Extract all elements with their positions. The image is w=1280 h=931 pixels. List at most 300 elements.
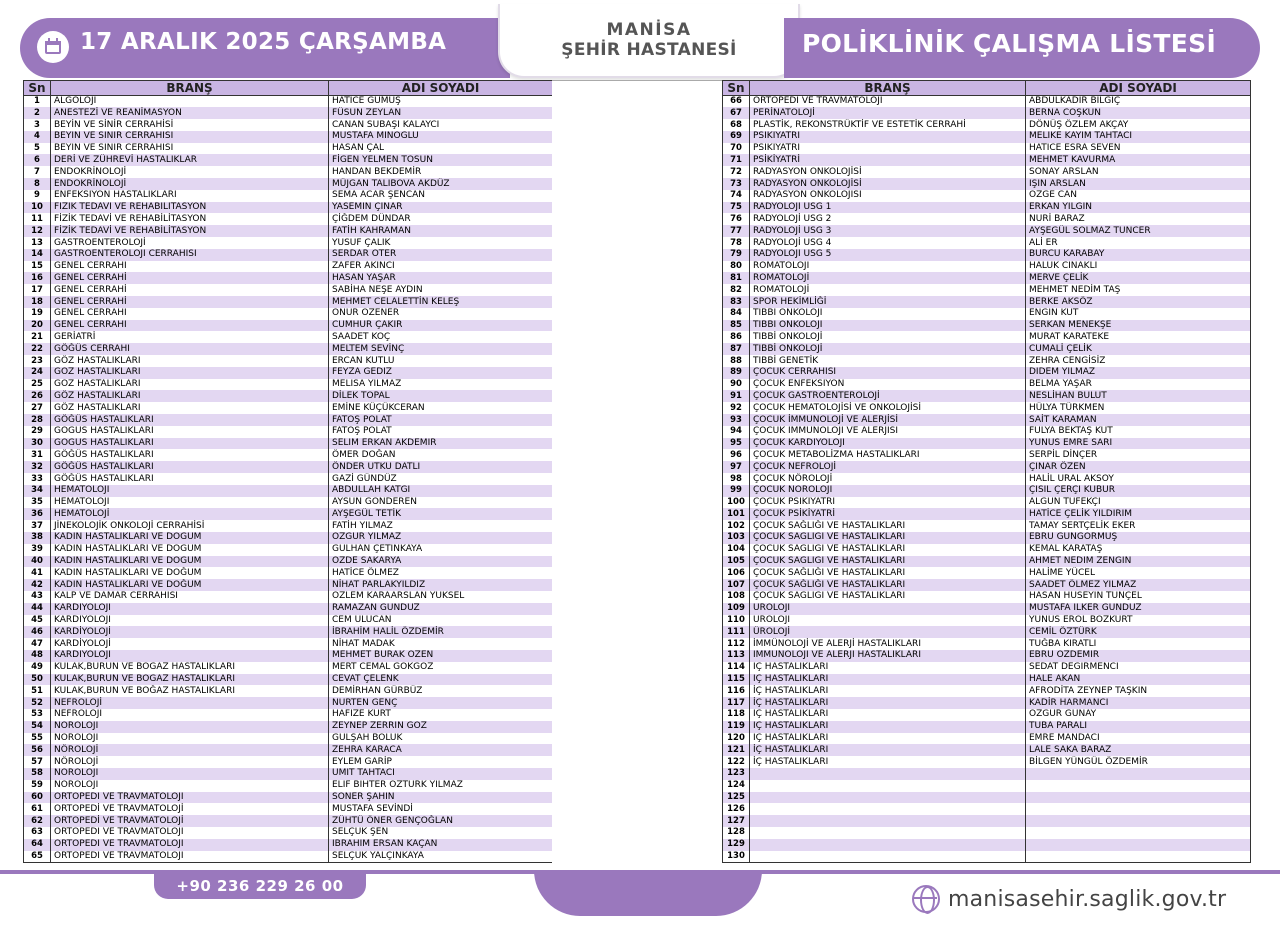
table-row bbox=[24, 697, 553, 709]
doctor-name: EMRE MANDACI bbox=[1026, 733, 1251, 745]
branch-name: ÇOCUK SAĞLIĞI VE HASTALIKLARI bbox=[750, 544, 1026, 556]
table-row bbox=[24, 556, 553, 568]
row-number: 25 bbox=[24, 379, 51, 391]
row-number: 15 bbox=[24, 261, 51, 273]
doctor-name: GÜLHAN ÇETİNKAYA bbox=[329, 544, 553, 556]
branch-name: ÇOCUK HEMATOLOJİSİ VE ONKOLOJİSİ bbox=[750, 402, 1026, 414]
branch-name: ÇOCUK NÖROLOJİ bbox=[750, 485, 1026, 497]
doctor-name: HÜLYA TÜRKMEN bbox=[1026, 402, 1251, 414]
branch-name: KADIN HASTALIKLARI VE DOĞUM bbox=[51, 579, 329, 591]
row-number: 105 bbox=[723, 556, 750, 568]
doctor-name: MELİSA YILMAZ bbox=[329, 379, 553, 391]
row-number: 26 bbox=[24, 390, 51, 402]
row-number: 61 bbox=[24, 803, 51, 815]
branch-name: ALGOLOJİ bbox=[51, 96, 329, 108]
branch-name bbox=[750, 815, 1026, 827]
table-row bbox=[24, 508, 553, 520]
row-number: 122 bbox=[723, 756, 750, 768]
row-number: 121 bbox=[723, 744, 750, 756]
table-row bbox=[24, 674, 553, 686]
doctor-name: SONER ŞAHİN bbox=[329, 792, 553, 804]
table-row bbox=[723, 379, 1251, 391]
table-row bbox=[723, 237, 1251, 249]
doctor-name: AYŞEGÜL TETİK bbox=[329, 508, 553, 520]
table-row bbox=[24, 308, 553, 320]
branch-name: ÇOCUK KARDİYOLOJİ bbox=[750, 438, 1026, 450]
row-number: 46 bbox=[24, 626, 51, 638]
doctor-name: MEHMET BURAK ÖZEN bbox=[329, 650, 553, 662]
branch-name: ÜROLOJİ bbox=[750, 626, 1026, 638]
row-number: 56 bbox=[24, 744, 51, 756]
table-row bbox=[723, 438, 1251, 450]
doctor-name: HAFİZE KURT bbox=[329, 709, 553, 721]
table-row bbox=[24, 190, 553, 202]
branch-name: PERİNATOLOJİ bbox=[750, 107, 1026, 119]
branch-name: ORTOPEDİ VE TRAVMATOLOJİ bbox=[51, 792, 329, 804]
table-row bbox=[24, 367, 553, 379]
table-row bbox=[24, 803, 553, 815]
doctor-name: CUMALİ ÇELİK bbox=[1026, 343, 1251, 355]
doctor-name: AFRODİTA ZEYNEP TAŞKIN bbox=[1026, 685, 1251, 697]
table-row bbox=[24, 638, 553, 650]
row-number: 59 bbox=[24, 780, 51, 792]
row-number: 50 bbox=[24, 674, 51, 686]
branch-name: GENEL CERRAHİ bbox=[51, 272, 329, 284]
doctor-name: YASEMİN ÇINAR bbox=[329, 202, 553, 214]
branch-name: NÖROLOJİ bbox=[51, 780, 329, 792]
doctor-name: SEMA ACAR ŞENCAN bbox=[329, 190, 553, 202]
table-row bbox=[24, 815, 553, 827]
branch-name: KULAK,BURUN VE BOĞAZ HASTALIKLARI bbox=[51, 685, 329, 697]
row-number: 89 bbox=[723, 367, 750, 379]
row-number: 58 bbox=[24, 768, 51, 780]
row-number: 62 bbox=[24, 815, 51, 827]
row-number: 36 bbox=[24, 508, 51, 520]
doctor-name: ALİ ER bbox=[1026, 237, 1251, 249]
doctor-name: SERPİL DİNÇER bbox=[1026, 449, 1251, 461]
doctor-name: AYŞEGÜL SOLMAZ TUNCER bbox=[1026, 225, 1251, 237]
row-number: 128 bbox=[723, 827, 750, 839]
table-row bbox=[723, 756, 1251, 768]
row-number: 91 bbox=[723, 390, 750, 402]
row-number: 103 bbox=[723, 532, 750, 544]
doctor-name bbox=[1026, 827, 1251, 839]
row-number: 101 bbox=[723, 508, 750, 520]
branch-name: HEMATOLOJİ bbox=[51, 497, 329, 509]
branch-name: FİZİK TEDAVİ VE REHABİLİTASYON bbox=[51, 225, 329, 237]
row-number: 80 bbox=[723, 261, 750, 273]
table-row bbox=[24, 379, 553, 391]
table-row bbox=[723, 650, 1251, 662]
doctor-name: DİDEM YILMAZ bbox=[1026, 367, 1251, 379]
doctor-name bbox=[1026, 851, 1251, 863]
doctor-name: NURİ BARAZ bbox=[1026, 213, 1251, 225]
row-number: 12 bbox=[24, 225, 51, 237]
table-row bbox=[24, 249, 553, 261]
table-row bbox=[723, 603, 1251, 615]
branch-name: ÇOCUK SAĞLIĞI VE HASTALIKLARI bbox=[750, 520, 1026, 532]
doctor-name: ERCAN KUTLU bbox=[329, 355, 553, 367]
page-title: POLİKLİNİK ÇALIŞMA LİSTESİ bbox=[802, 29, 1217, 58]
branch-name: KULAK,BURUN VE BOĞAZ HASTALIKLARI bbox=[51, 674, 329, 686]
row-number: 13 bbox=[24, 237, 51, 249]
table-row bbox=[723, 768, 1251, 780]
branch-name: İÇ HASTALIKLARI bbox=[750, 744, 1026, 756]
row-number: 29 bbox=[24, 426, 51, 438]
doctor-name: MURAT KARATEKE bbox=[1026, 331, 1251, 343]
doctor-name: AHMET NEDİM ZENGİN bbox=[1026, 556, 1251, 568]
row-number: 104 bbox=[723, 544, 750, 556]
doctor-name: ABDULLAH KATGI bbox=[329, 485, 553, 497]
doctor-name: ERKAN YILGIN bbox=[1026, 202, 1251, 214]
doctor-name: EMİNE KÜÇÜKCERAN bbox=[329, 402, 553, 414]
branch-name: RADYOLOJİ USG 4 bbox=[750, 237, 1026, 249]
branch-name: İÇ HASTALIKLARI bbox=[750, 756, 1026, 768]
globe-icon bbox=[912, 885, 940, 913]
doctor-name: MERT CEMAL GÖKGÖZ bbox=[329, 662, 553, 674]
table-row bbox=[24, 402, 553, 414]
branch-name: PSİKİYATRİ bbox=[750, 131, 1026, 143]
row-number: 7 bbox=[24, 166, 51, 178]
table-row bbox=[24, 685, 553, 697]
doctor-name: SERKAN MENEKŞE bbox=[1026, 320, 1251, 332]
branch-name: ÇOCUK GASTROENTEROLOJİ bbox=[750, 390, 1026, 402]
branch-name: KULAK,BURUN VE BOĞAZ HASTALIKLARI bbox=[51, 662, 329, 674]
doctor-name: MERVE ÇELİK bbox=[1026, 272, 1251, 284]
table-row bbox=[723, 591, 1251, 603]
branch-name: ÜROLOJİ bbox=[750, 603, 1026, 615]
table-row bbox=[723, 449, 1251, 461]
doctor-name: MUSTAFA İLKER GÜNDÜZ bbox=[1026, 603, 1251, 615]
row-number: 4 bbox=[24, 131, 51, 143]
doctor-name: HATİCE GÜMÜŞ bbox=[329, 96, 553, 108]
branch-name: KARDİYOLOJİ bbox=[51, 638, 329, 650]
table-row bbox=[24, 756, 553, 768]
doctor-name: FATİH KAHRAMAN bbox=[329, 225, 553, 237]
calendar-icon bbox=[37, 31, 69, 63]
table-row bbox=[24, 721, 553, 733]
center-spacer bbox=[552, 80, 722, 870]
column-header-brans: BRANŞ bbox=[51, 81, 329, 96]
branch-name: ORTOPEDİ VE TRAVMATOLOJİ bbox=[51, 803, 329, 815]
row-number: 49 bbox=[24, 662, 51, 674]
row-number: 47 bbox=[24, 638, 51, 650]
table-row bbox=[24, 343, 553, 355]
branch-name: KALP VE DAMAR CERRAHİSİ bbox=[51, 591, 329, 603]
branch-name: NÖROLOJİ bbox=[51, 733, 329, 745]
branch-name: KADIN HASTALIKLARI VE DOĞUM bbox=[51, 532, 329, 544]
table-row bbox=[723, 331, 1251, 343]
branch-name bbox=[750, 851, 1026, 863]
branch-name: NEFROLOJİ bbox=[51, 709, 329, 721]
branch-name: NEFROLOJİ bbox=[51, 697, 329, 709]
branch-name: KARDİYOLOJİ bbox=[51, 615, 329, 627]
doctor-name: GAZİ GÜNDÜZ bbox=[329, 473, 553, 485]
table-row bbox=[723, 426, 1251, 438]
branch-name: ÇOCUK İMMUNOLOJİ VE ALERJİSİ bbox=[750, 426, 1026, 438]
hospital-name-line2: ŞEHİR HASTANESİ bbox=[561, 40, 737, 60]
row-number: 5 bbox=[24, 143, 51, 155]
table-row bbox=[723, 638, 1251, 650]
phone-number: +90 236 229 26 00 bbox=[154, 873, 366, 899]
row-number: 94 bbox=[723, 426, 750, 438]
table-row bbox=[24, 237, 553, 249]
table-row bbox=[24, 497, 553, 509]
doctor-name: ÖZGE CAN bbox=[1026, 190, 1251, 202]
table-row bbox=[24, 768, 553, 780]
row-number: 125 bbox=[723, 792, 750, 804]
doctor-name: MÜJGAN TALIBOVA AKDÜZ bbox=[329, 178, 553, 190]
branch-name: ÇOCUK NÖROLOJİ bbox=[750, 473, 1026, 485]
row-number: 114 bbox=[723, 662, 750, 674]
table-row bbox=[723, 851, 1251, 863]
table-row bbox=[24, 709, 553, 721]
schedule-table-left bbox=[23, 80, 553, 863]
branch-name: NÖROLOJİ bbox=[51, 756, 329, 768]
row-number: 54 bbox=[24, 721, 51, 733]
doctor-name: HASAN ÇAL bbox=[329, 143, 553, 155]
branch-name: TIBBİ ONKOLOJİ bbox=[750, 308, 1026, 320]
row-number: 85 bbox=[723, 320, 750, 332]
website-url[interactable]: manisasehir.saglik.gov.tr bbox=[948, 886, 1227, 912]
row-number: 38 bbox=[24, 532, 51, 544]
table-row bbox=[723, 343, 1251, 355]
branch-name: KARDİYOLOJİ bbox=[51, 603, 329, 615]
table-row bbox=[723, 556, 1251, 568]
doctor-name: NURTEN GENÇ bbox=[329, 697, 553, 709]
row-number: 124 bbox=[723, 780, 750, 792]
row-number: 63 bbox=[24, 827, 51, 839]
branch-name: KADIN HASTALIKLARI VE DOĞUM bbox=[51, 556, 329, 568]
branch-name: TIBBİ GENETİK bbox=[750, 355, 1026, 367]
doctor-name: ALGUN TÜFEKÇİ bbox=[1026, 497, 1251, 509]
doctor-name: BURCU KARABAY bbox=[1026, 249, 1251, 261]
table-row bbox=[723, 497, 1251, 509]
table-row bbox=[723, 166, 1251, 178]
branch-name: BEYİN VE SİNİR CERRAHİSİ bbox=[51, 131, 329, 143]
table-row bbox=[24, 839, 553, 851]
row-number: 31 bbox=[24, 449, 51, 461]
doctor-name: ÇİĞDEM DÜNDAR bbox=[329, 213, 553, 225]
doctor-name: ZAFER AKINCI bbox=[329, 261, 553, 273]
doctor-name bbox=[1026, 815, 1251, 827]
doctor-name: YUNUS EMRE SARI bbox=[1026, 438, 1251, 450]
row-number: 23 bbox=[24, 355, 51, 367]
branch-name: GÖZ HASTALIKLARI bbox=[51, 390, 329, 402]
row-number: 48 bbox=[24, 650, 51, 662]
row-number: 30 bbox=[24, 438, 51, 450]
table-row bbox=[24, 438, 553, 450]
column-header-sn: Sn bbox=[24, 81, 51, 96]
doctor-name: SAİT KARAMAN bbox=[1026, 414, 1251, 426]
doctor-name: FULYA BEKTAŞ KUT bbox=[1026, 426, 1251, 438]
branch-name: ÇOCUK İMMUNOLOJİ VE ALERJİSİ bbox=[750, 414, 1026, 426]
doctor-name: HALUK CİNAKLI bbox=[1026, 261, 1251, 273]
row-number: 28 bbox=[24, 414, 51, 426]
doctor-name: TUĞBA KIRATLI bbox=[1026, 638, 1251, 650]
doctor-name: HALE AKAN bbox=[1026, 674, 1251, 686]
doctor-name: HATİCE ÖLMEZ bbox=[329, 567, 553, 579]
doctor-name: MEHMET NEDİM TAŞ bbox=[1026, 284, 1251, 296]
branch-name: ENFEKSİYON HASTALIKLARI bbox=[51, 190, 329, 202]
row-number: 70 bbox=[723, 143, 750, 155]
branch-name: ÇOCUK CERRAHİSİ bbox=[750, 367, 1026, 379]
doctor-name: CUMHUR ÇAKIR bbox=[329, 320, 553, 332]
branch-name: İÇ HASTALIKLARI bbox=[750, 733, 1026, 745]
row-number: 60 bbox=[24, 792, 51, 804]
row-number: 87 bbox=[723, 343, 750, 355]
doctor-name: DEMİRHAN GÜRBÜZ bbox=[329, 685, 553, 697]
table-row bbox=[24, 178, 553, 190]
doctor-name: SEDAT DEĞİRMENCİ bbox=[1026, 662, 1251, 674]
website[interactable] bbox=[912, 883, 1226, 915]
doctor-name: BERKE AKSÖZ bbox=[1026, 296, 1251, 308]
branch-name: RADYOLOJİ USG 5 bbox=[750, 249, 1026, 261]
row-number: 18 bbox=[24, 296, 51, 308]
doctor-name: HANDAN BEKDEMİR bbox=[329, 166, 553, 178]
date-text: 17 ARALIK 2025 ÇARŞAMBA bbox=[80, 29, 447, 55]
table-row bbox=[24, 780, 553, 792]
table-row bbox=[723, 615, 1251, 627]
table-row bbox=[723, 461, 1251, 473]
row-number: 75 bbox=[723, 202, 750, 214]
doctor-name: HASAN HÜSEYİN TUNÇEL bbox=[1026, 591, 1251, 603]
branch-name: NÖROLOJİ bbox=[51, 744, 329, 756]
table-row bbox=[723, 508, 1251, 520]
table-row bbox=[24, 320, 553, 332]
doctor-name: CEMİL ÖZTÜRK bbox=[1026, 626, 1251, 638]
row-number: 10 bbox=[24, 202, 51, 214]
table-row bbox=[723, 154, 1251, 166]
doctor-name: ÖZGÜR YILMAZ bbox=[329, 532, 553, 544]
doctor-name: HATİCE ÇELİK YILDIRIM bbox=[1026, 508, 1251, 520]
hospital-name-line1: MANİSA bbox=[606, 20, 692, 40]
doctor-name: IŞIN ARSLAN bbox=[1026, 178, 1251, 190]
row-number: 117 bbox=[723, 697, 750, 709]
row-number: 71 bbox=[723, 154, 750, 166]
table-row bbox=[723, 697, 1251, 709]
table-row bbox=[24, 851, 553, 863]
row-number: 53 bbox=[24, 709, 51, 721]
table-row bbox=[24, 202, 553, 214]
branch-name: İMMÜNOLOJİ VE ALERJİ HASTALIKLARI bbox=[750, 638, 1026, 650]
doctor-name: BELMA YAŞAR bbox=[1026, 379, 1251, 391]
doctor-name: KEMAL KARATAŞ bbox=[1026, 544, 1251, 556]
table-row bbox=[723, 733, 1251, 745]
doctor-name: HALİME YÜCEL bbox=[1026, 567, 1251, 579]
doctor-name: HALİL URAL AKSOY bbox=[1026, 473, 1251, 485]
column-header-adi: ADI SOYADI bbox=[329, 81, 553, 96]
branch-name: GÖĞÜS CERRAHI bbox=[51, 343, 329, 355]
branch-name: DERİ VE ZÜHREVİ HASTALIKLAR bbox=[51, 154, 329, 166]
doctor-name: ÜMİT TAHTACI bbox=[329, 768, 553, 780]
branch-name: GENEL CERRAHİ bbox=[51, 308, 329, 320]
branch-name: GÖĞÜS HASTALIKLARI bbox=[51, 438, 329, 450]
branch-name: RADYASYON ONKOLOJİSİ bbox=[750, 166, 1026, 178]
doctor-name: ABDÜLKADİR BİLGİÇ bbox=[1026, 96, 1251, 108]
row-number: 126 bbox=[723, 803, 750, 815]
doctor-name: ÇİSİL ÇERÇİ KUBUR bbox=[1026, 485, 1251, 497]
branch-name: İÇ HASTALIKLARI bbox=[750, 697, 1026, 709]
table-row bbox=[723, 473, 1251, 485]
branch-name: ROMATOLOJİ bbox=[750, 272, 1026, 284]
row-number: 65 bbox=[24, 851, 51, 863]
row-number: 39 bbox=[24, 544, 51, 556]
table-row bbox=[723, 567, 1251, 579]
table-row bbox=[24, 461, 553, 473]
branch-name: ÇOCUK PSİKİYATRİ bbox=[750, 508, 1026, 520]
doctor-name bbox=[1026, 792, 1251, 804]
table-row bbox=[24, 284, 553, 296]
row-number: 40 bbox=[24, 556, 51, 568]
row-number: 84 bbox=[723, 308, 750, 320]
row-number: 33 bbox=[24, 473, 51, 485]
branch-name: PLASTİK, REKONSTRÜKTİF VE ESTETİK CERRAHİ bbox=[750, 119, 1026, 131]
branch-name: ÇOCUK SAĞLIĞI VE HASTALIKLARI bbox=[750, 591, 1026, 603]
table-row bbox=[723, 261, 1251, 273]
table-row bbox=[24, 166, 553, 178]
table-row bbox=[723, 685, 1251, 697]
column-header-brans: BRANŞ bbox=[750, 81, 1026, 96]
row-number: 44 bbox=[24, 603, 51, 615]
table-row bbox=[723, 579, 1251, 591]
doctor-name: FÜSUN ZEYLAN bbox=[329, 107, 553, 119]
doctor-name: YUNUS EROL BOZKURT bbox=[1026, 615, 1251, 627]
doctor-name: MELİKE KAYIM TAHTACI bbox=[1026, 131, 1251, 143]
branch-name: ÇOCUK SAĞLIĞI VE HASTALIKLARI bbox=[750, 556, 1026, 568]
branch-name: GÖZ HASTALIKLARI bbox=[51, 379, 329, 391]
doctor-name: CEVAT ÇELENK bbox=[329, 674, 553, 686]
column-header-adi: ADI SOYADI bbox=[1026, 81, 1251, 96]
row-number: 73 bbox=[723, 178, 750, 190]
table-row bbox=[723, 119, 1251, 131]
row-number: 116 bbox=[723, 685, 750, 697]
branch-name: PSİKİYATRİ bbox=[750, 143, 1026, 155]
branch-name: TIBBİ ONKOLOJİ bbox=[750, 343, 1026, 355]
branch-name: İÇ HASTALIKLARI bbox=[750, 721, 1026, 733]
table-row bbox=[24, 213, 553, 225]
table-row bbox=[723, 296, 1251, 308]
row-number: 74 bbox=[723, 190, 750, 202]
title-banner bbox=[784, 18, 1260, 78]
row-number: 88 bbox=[723, 355, 750, 367]
table-row bbox=[24, 544, 553, 556]
doctor-name: SAADET ÖLMEZ YILMAZ bbox=[1026, 579, 1251, 591]
table-row bbox=[24, 567, 553, 579]
branch-name: GENEL CERRAHİ bbox=[51, 261, 329, 273]
row-number: 11 bbox=[24, 213, 51, 225]
row-number: 86 bbox=[723, 331, 750, 343]
branch-name bbox=[750, 768, 1026, 780]
table-row bbox=[723, 520, 1251, 532]
branch-name: ÇOCUK METABOLİZMA HASTALIKLARI bbox=[750, 449, 1026, 461]
table-row bbox=[723, 249, 1251, 261]
branch-name: GÖZ HASTALIKLARI bbox=[51, 355, 329, 367]
branch-name: FİZİK TEDAVİ VE REHABİLİTASYON bbox=[51, 213, 329, 225]
doctor-name: SONAY ARSLAN bbox=[1026, 166, 1251, 178]
branch-name: TIBBİ ONKOLOJİ bbox=[750, 320, 1026, 332]
table-row bbox=[723, 780, 1251, 792]
branch-name: GASTROENTEROLOJİ CERRAHİSİ bbox=[51, 249, 329, 261]
branch-name: GÖĞÜS HASTALIKLARI bbox=[51, 449, 329, 461]
doctor-name: CEM ULUCAN bbox=[329, 615, 553, 627]
branch-name: ÇOCUK ENFEKSİYON bbox=[750, 379, 1026, 391]
branch-name: İMMÜNOLOJİ VE ALERJİ HASTALIKLARI bbox=[750, 650, 1026, 662]
table-row bbox=[723, 674, 1251, 686]
doctor-name: ZEHRA KARACA bbox=[329, 744, 553, 756]
branch-name: FİZİK TEDAVİ VE REHABİLİTASYON bbox=[51, 202, 329, 214]
doctor-name: MELTEM SEVİNÇ bbox=[329, 343, 553, 355]
